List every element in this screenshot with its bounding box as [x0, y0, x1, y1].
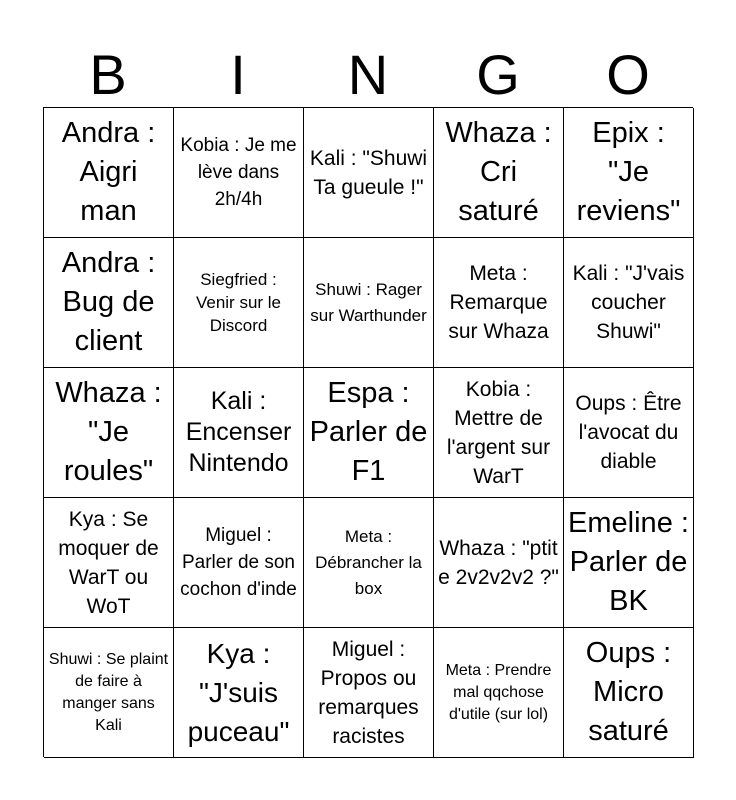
bingo-cell[interactable]: [564, 108, 694, 238]
cell-text: Kali : "J'vais coucher Shuwi": [572, 262, 685, 343]
cell-text: Shuwi : Rager sur Warthunder: [310, 279, 427, 325]
cell-text: Oups : Micro saturé: [585, 637, 672, 747]
bingo-cell[interactable]: [304, 498, 434, 628]
bingo-cell[interactable]: [564, 368, 694, 498]
cell-text: Kali : Encenser Nintendo: [185, 387, 292, 477]
bingo-cell[interactable]: [174, 108, 304, 238]
cell-text: Emeline : Parler de BK: [568, 507, 689, 617]
cell-text: Whaza : Cri saturé: [445, 117, 552, 227]
cell-text: Epix : "Je reviens": [576, 117, 681, 227]
bingo-cell[interactable]: [434, 108, 564, 238]
cell-text: Andra : Aigri man: [61, 117, 156, 227]
bingo-grid: [43, 107, 693, 757]
bingo-cell[interactable]: [44, 368, 174, 498]
bingo-cell[interactable]: [434, 238, 564, 368]
bingo-cell[interactable]: [44, 628, 174, 758]
cell-text: Meta : Prendre mal qqchose d'utile (sur lol): [445, 661, 552, 723]
cell-text: Miguel : Parler de son cochon d'inde: [180, 525, 297, 600]
bingo-cell[interactable]: [174, 238, 304, 368]
cell-text: Oups : Être l'avocat du diable: [575, 392, 682, 473]
cell-text: Espa : Parler de F1: [309, 377, 428, 487]
cell-text: Kobia : Je me lève dans 2h/4h: [180, 135, 297, 210]
bingo-cell[interactable]: [44, 238, 174, 368]
bingo-cell[interactable]: [434, 628, 564, 758]
bingo-cell[interactable]: [174, 498, 304, 628]
cell-text: Whaza : "ptite 2v2v2v2 ?": [438, 536, 559, 589]
cell-text: Kya : "J'suis puceau": [187, 638, 290, 747]
bingo-header: [43, 44, 693, 106]
header-letter-n: N: [347, 43, 389, 106]
bingo-cell[interactable]: [304, 108, 434, 238]
bingo-cell[interactable]: [304, 238, 434, 368]
bingo-cell[interactable]: [434, 368, 564, 498]
bingo-cell[interactable]: [564, 498, 694, 628]
bingo-cell[interactable]: [304, 368, 434, 498]
cell-text: Kya : Se moquer de WarT ou WoT: [58, 507, 159, 618]
header-letter-i: I: [230, 43, 246, 106]
bingo-cell[interactable]: [564, 628, 694, 758]
header-letter-g: G: [476, 43, 520, 106]
cell-text: Shuwi : Se plaint de faire à manger sans Kali: [48, 650, 169, 734]
cell-text: Whaza : "Je roules": [55, 377, 162, 487]
bingo-cell[interactable]: [434, 498, 564, 628]
cell-text: Siegfried : Venir sur le Discord: [195, 270, 282, 335]
bingo-cell[interactable]: [174, 368, 304, 498]
bingo-cell[interactable]: [174, 628, 304, 758]
header-letter-o: O: [606, 43, 650, 106]
bingo-cell[interactable]: [44, 498, 174, 628]
header-letter-b: B: [89, 43, 127, 106]
cell-text: Andra : Bug de client: [61, 247, 156, 357]
bingo-cell[interactable]: [44, 108, 174, 238]
cell-text: Miguel : Propos ou remarques racistes: [318, 637, 419, 748]
cell-text: Meta : Remarque sur Whaza: [448, 262, 549, 343]
bingo-cell[interactable]: [304, 628, 434, 758]
cell-text: Kobia : Mettre de l'argent sur WarT: [446, 377, 551, 488]
cell-text: Kali : "Shuwi Ta gueule !": [309, 146, 428, 199]
cell-text: Meta : Débrancher la box: [315, 526, 422, 598]
bingo-cell[interactable]: [564, 238, 694, 368]
